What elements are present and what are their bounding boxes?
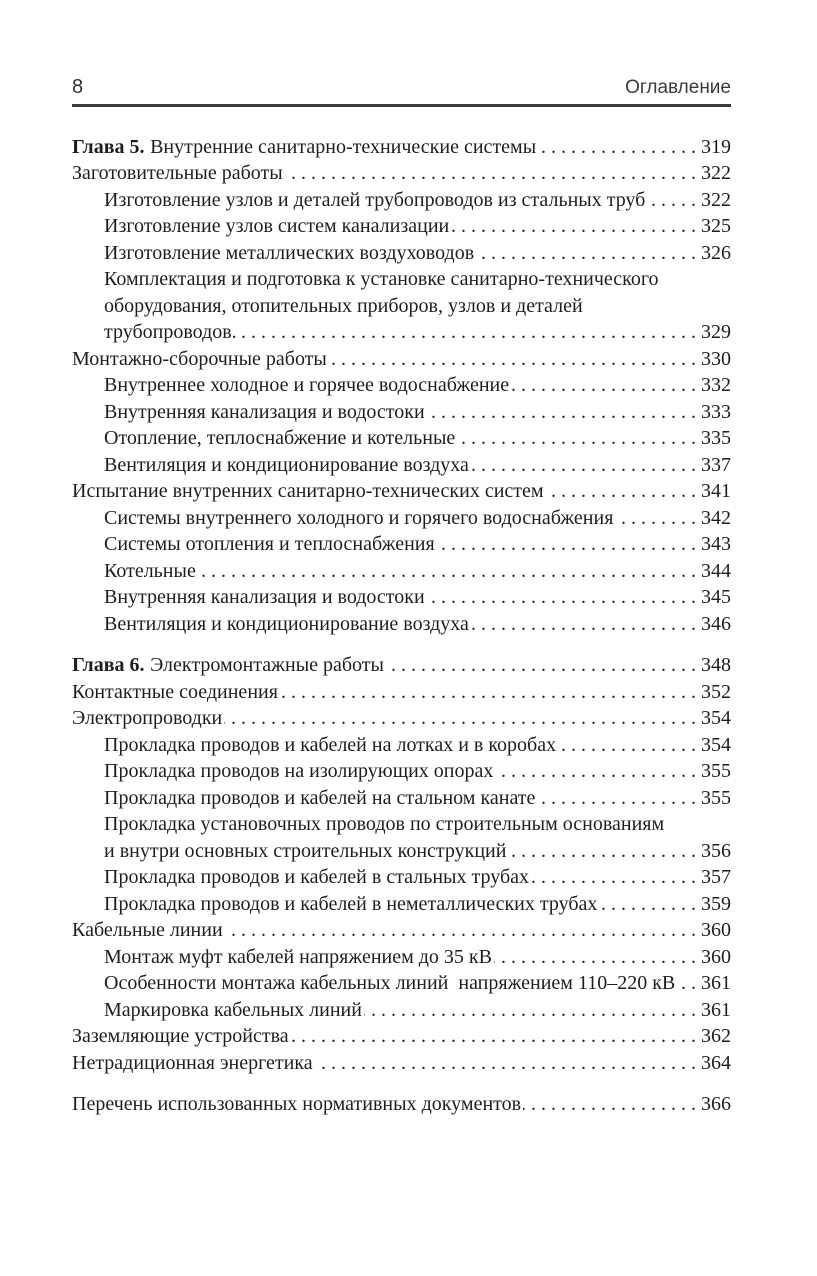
toc-entry-title: Прокладка проводов и кабелей на лотках и в коробах (104, 733, 557, 756)
dot-leader (558, 732, 696, 759)
running-head (72, 76, 731, 99)
toc-entry (72, 425, 731, 452)
toc-entry-title: Контактные соединения (72, 680, 278, 703)
toc-entry (72, 758, 731, 785)
page-ref: 330 (701, 347, 731, 370)
toc-entry-title: Системы отопления и теплоснабжения (104, 533, 435, 556)
page-ref: 332 (701, 374, 731, 397)
toc-entry-row (104, 425, 731, 452)
toc-entry (72, 372, 731, 399)
page-ref: 355 (701, 786, 731, 809)
dot-leader (511, 372, 696, 399)
toc-entry-title: Отопление, теплоснабжение и котельные (104, 427, 456, 450)
page-ref: 325 (701, 215, 731, 238)
toc-entry-title: Электромонтажные работы (150, 654, 384, 677)
toc-entry-title: Заземляющие устройства (72, 1025, 289, 1048)
dot-leader (224, 705, 696, 732)
toc-entry-row (104, 758, 731, 785)
dot-leader (476, 240, 696, 267)
toc-entry (72, 811, 731, 864)
toc-entry (72, 1050, 731, 1077)
dot-leader (451, 213, 696, 240)
table-of-contents (72, 134, 731, 1118)
toc-entry-row (72, 705, 731, 732)
toc-entry (72, 187, 731, 214)
dot-leader (427, 399, 696, 426)
page-ref: 354 (701, 707, 731, 730)
page-ref: 335 (701, 427, 731, 450)
dot-leader (225, 917, 696, 944)
toc-entry-title: Изготовление металлических воздуховодов (104, 241, 475, 264)
toc-entry (72, 732, 731, 759)
dot-leader (531, 864, 696, 891)
toc-entry-title: Кабельные линии (72, 919, 223, 942)
page-ref: 357 (701, 866, 731, 889)
toc-entry-title: Вентиляция и кондиционирование воздуха (104, 612, 469, 635)
toc-entry (72, 970, 731, 997)
toc-entry-row (104, 838, 731, 865)
toc-entry-row (104, 970, 731, 997)
toc-entry-title: Внутренняя канализация и водостоки (104, 586, 425, 609)
page-ref: 319 (701, 135, 731, 158)
page-ref: 326 (701, 241, 731, 264)
toc-entry (72, 944, 731, 971)
toc-entry (72, 531, 731, 558)
toc-entry-row (72, 1050, 731, 1077)
toc-entry-text-line: оборудования, отопительных приборов, узлов и деталей (104, 294, 583, 317)
dot-leader (364, 997, 696, 1024)
page-ref: 352 (701, 680, 731, 703)
toc-entry (72, 1023, 731, 1050)
toc-entry-row (104, 997, 731, 1024)
dot-leader (537, 785, 696, 812)
dot-leader (599, 891, 696, 918)
toc-entry-row (104, 505, 731, 532)
toc-entry-title: Котельные (104, 559, 196, 582)
toc-entry-text-line: Комплектация и подготовка к установке санитарно-технического (104, 268, 659, 291)
toc-entry-row (104, 531, 731, 558)
dot-leader (315, 1050, 696, 1077)
toc-entry (72, 891, 731, 918)
toc-entry-row (104, 558, 731, 585)
page-ref: 337 (701, 453, 731, 476)
toc-entry (72, 584, 731, 611)
toc-entry-title: Монтажно-сборочные работы (72, 347, 327, 370)
toc-entry-text-line: трубопроводов. (104, 321, 237, 344)
page-ref: 329 (701, 321, 731, 344)
page-ref: 354 (701, 733, 731, 756)
page-ref: 360 (701, 919, 731, 942)
toc-entry-title: Внутренняя канализация и водостоки (104, 400, 425, 423)
toc-entry-row (104, 732, 731, 759)
toc-entry-title: Изготовление узлов и деталей трубопроводов из стальных труб (104, 188, 646, 211)
toc-entry (72, 652, 731, 679)
toc-entry-row (72, 1091, 731, 1118)
scanned-book-page (0, 76, 817, 1276)
toc-entry-title: Монтаж муфт кабелей напряжением до 35 кВ (104, 945, 492, 968)
toc-entry-row (104, 584, 731, 611)
page-ref: 360 (701, 945, 731, 968)
toc-entry-title: Маркировка кабельных линий (104, 998, 362, 1021)
page-number: 8 (72, 76, 84, 98)
page-ref: 362 (701, 1025, 731, 1048)
page-ref: 359 (701, 892, 731, 915)
dot-leader (471, 611, 696, 638)
toc-entry-row (72, 346, 731, 373)
dot-leader (239, 319, 696, 346)
dot-leader (538, 134, 696, 161)
dot-leader (647, 187, 696, 214)
toc-entry (72, 917, 731, 944)
toc-entry (72, 346, 731, 373)
page-ref: 355 (701, 760, 731, 783)
toc-entry-row (104, 319, 731, 346)
dot-leader (198, 558, 696, 585)
running-title: Оглавление (625, 77, 731, 98)
dot-leader (457, 425, 696, 452)
dot-leader (546, 478, 696, 505)
toc-entry-text-line: Прокладка установочных проводов по строительным основаниям (104, 813, 665, 836)
toc-entry-title: Нетрадиционная энергетика (72, 1051, 313, 1074)
toc-entry (72, 505, 731, 532)
toc-entry (72, 452, 731, 479)
page-ref: 343 (701, 533, 731, 556)
page-ref: 366 (701, 1093, 731, 1116)
toc-entry-title: Прокладка проводов на изолирующих опорах (104, 760, 494, 783)
toc-entry-row (72, 1023, 731, 1050)
page-ref: 344 (701, 559, 731, 582)
toc-entry (72, 266, 731, 346)
toc-entry-title: Внутренние санитарно-технические системы (150, 135, 537, 158)
toc-entry-row (72, 134, 731, 161)
toc-entry (72, 705, 731, 732)
dot-leader (508, 838, 696, 865)
dot-leader (437, 531, 696, 558)
dot-leader (291, 1023, 696, 1050)
toc-entry (72, 160, 731, 187)
toc-entry-row (104, 944, 731, 971)
dot-leader (615, 505, 696, 532)
page-ref: 342 (701, 506, 731, 529)
toc-entry-title: Изготовление узлов систем канализации (104, 215, 450, 238)
toc-entry (72, 785, 731, 812)
toc-entry (72, 611, 731, 638)
toc-entry (72, 558, 731, 585)
page-ref: 333 (701, 400, 731, 423)
dot-leader (285, 160, 696, 187)
toc-entry-row (72, 679, 731, 706)
toc-entry-title: Вентиляция и кондиционирование воздуха (104, 453, 469, 476)
page-ref: 361 (701, 972, 731, 995)
page-ref: 348 (701, 654, 731, 677)
toc-entry (72, 399, 731, 426)
toc-entry (72, 864, 731, 891)
toc-entry (72, 997, 731, 1024)
page-ref: 346 (701, 612, 731, 635)
toc-entry-row (72, 478, 731, 505)
toc-entry-row (104, 372, 731, 399)
toc-entry-row (72, 652, 731, 679)
toc-entry-title: Особенности монтажа кабельных линий напряжением 110–220 кВ (104, 972, 676, 995)
page-ref: 361 (701, 998, 731, 1021)
toc-entry-title: Перечень использованных нормативных документов (72, 1093, 522, 1116)
toc-entry-row (104, 240, 731, 267)
dot-leader (427, 584, 696, 611)
toc-entry-title: Прокладка проводов и кабелей в неметаллических трубах (104, 892, 598, 915)
toc-entry-row (104, 452, 731, 479)
page-ref: 322 (701, 188, 731, 211)
toc-entry (72, 478, 731, 505)
toc-entry-row (104, 187, 731, 214)
toc-entry-title: Заготовительные работы (72, 162, 283, 185)
dot-leader (495, 758, 696, 785)
page-ref: 345 (701, 586, 731, 609)
toc-entry-row (104, 891, 731, 918)
toc-entry-title: Прокладка проводов и кабелей в стальных трубах (104, 866, 529, 889)
toc-entry-row (104, 864, 731, 891)
dot-leader (329, 346, 696, 373)
dot-leader (471, 452, 696, 479)
page-ref: 364 (701, 1051, 731, 1074)
toc-entry-title: Испытание внутренних санитарно-технических систем (72, 480, 544, 503)
toc-entry-row (104, 611, 731, 638)
toc-entry-title: Электропроводки (72, 707, 223, 730)
toc-entry-text-line: и внутри основных строительных конструкций (104, 839, 507, 862)
page-ref: 356 (701, 839, 731, 862)
dot-leader (494, 944, 696, 971)
dot-leader (386, 652, 696, 679)
page-ref: 341 (701, 480, 731, 503)
page-ref: 322 (701, 162, 731, 185)
toc-entry (72, 240, 731, 267)
toc-entry (72, 679, 731, 706)
toc-entry-row (104, 785, 731, 812)
dot-leader (677, 970, 696, 997)
toc-entry (72, 134, 731, 161)
chapter-label: Глава 6. (72, 654, 145, 677)
toc-entry (72, 213, 731, 240)
toc-entry-title: Прокладка проводов и кабелей на стальном канате (104, 786, 536, 809)
toc-entry-row (72, 160, 731, 187)
toc-entry-title: Системы внутреннего холодного и горячего водоснабжения (104, 506, 614, 529)
toc-entry-row (72, 917, 731, 944)
toc-entry (72, 1091, 731, 1118)
dot-leader (523, 1091, 696, 1118)
header-rule (72, 104, 731, 107)
chapter-label: Глава 5. (72, 135, 145, 158)
dot-leader (280, 679, 696, 706)
toc-entry-row (104, 399, 731, 426)
toc-entry-row (104, 213, 731, 240)
toc-entry-title: Внутреннее холодное и горячее водоснабжение (104, 374, 510, 397)
